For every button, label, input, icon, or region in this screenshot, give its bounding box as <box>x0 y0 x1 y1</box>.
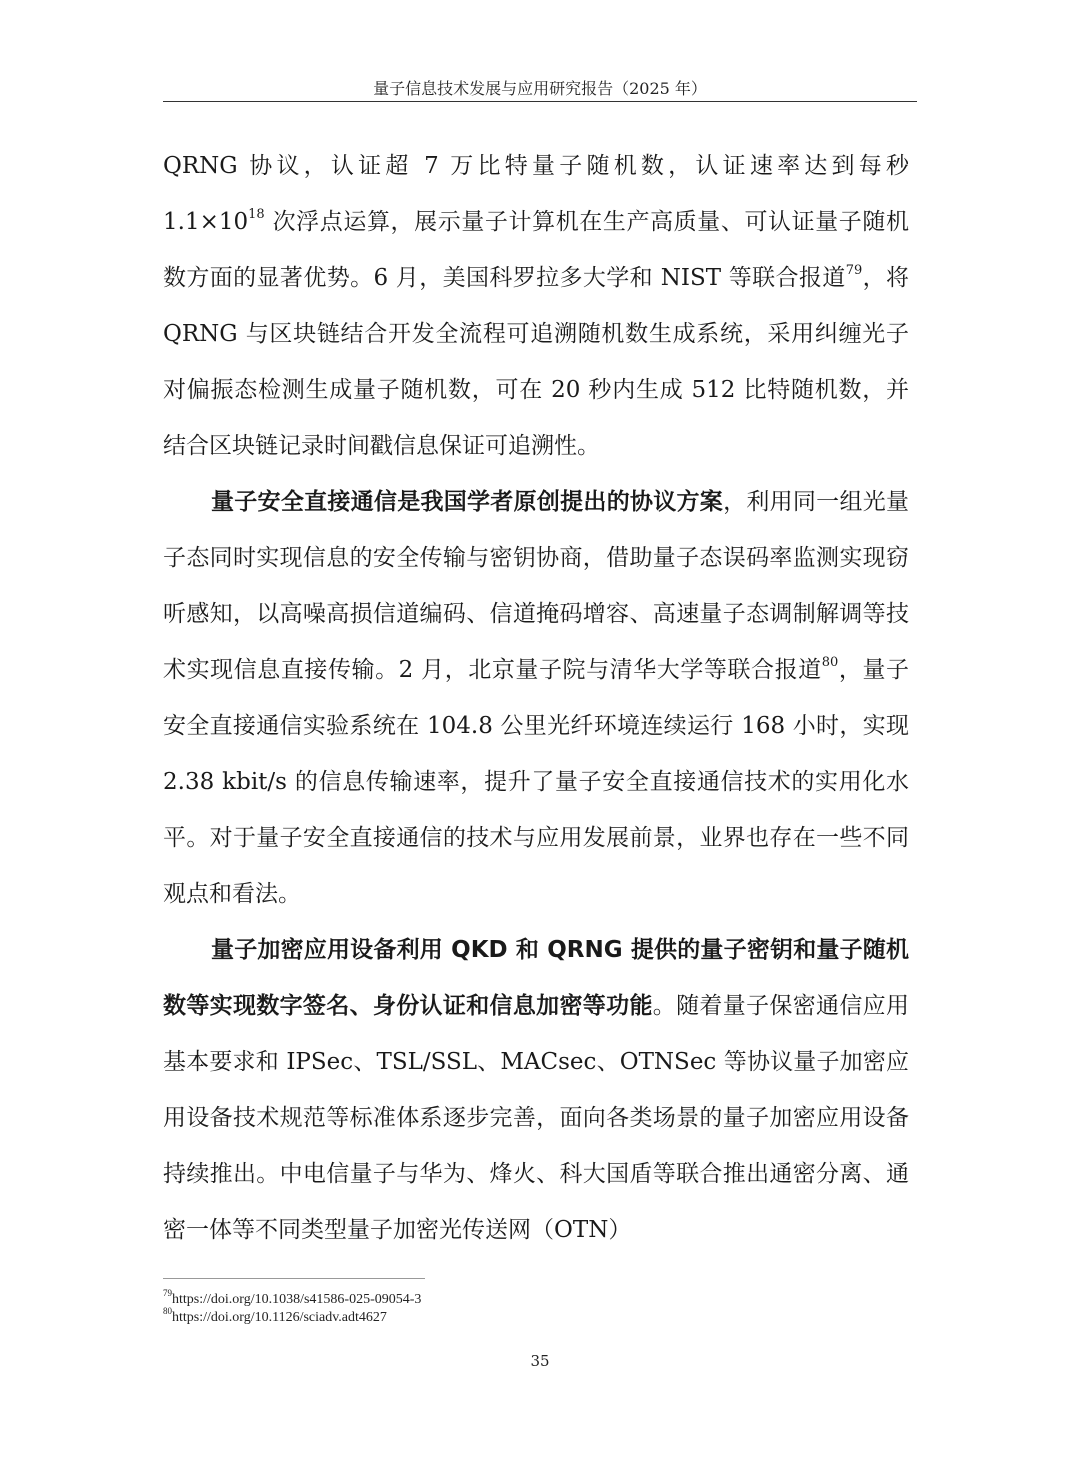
footnote-link[interactable]: https://doi.org/10.1126/sciadv.adt4627 <box>172 1310 387 1325</box>
footnotes <box>163 1288 422 1327</box>
footnote-item <box>163 1288 422 1309</box>
paragraph-text: ，利用同一组光量子态同时实现信息的安全传输与密钥协商，借助量子态误码率监测实现窃听感知，以高噪高损信道编码、信道掩码增容、高速量子态调制解调等技术实现信息直接传输。2 月，北京量子院与清华大学等联合报道 <box>163 489 910 683</box>
paragraph-qsdc <box>163 474 909 922</box>
paragraph-text: ，将 QRNG 与区块链结合开发全流程可追溯随机数生成系统，采用纠缠光子对偏振态检测生成量子随机数，可在 20 秒内生成 512 比特随机数，并结合区块链记录时间戳信息保证可追溯性。 <box>163 265 910 459</box>
running-header: 量子信息技术发展与应用研究报告（2025 年） <box>373 79 707 98</box>
exponent: 18 <box>248 207 265 223</box>
footnote-item <box>163 1306 421 1327</box>
paragraph-lead: 量子安全直接通信是我国学者原创提出的协议方案 <box>211 489 724 515</box>
paragraph-text: QRNG 协议，认证超 7 万比特量子随机数，认证速率达到每秒 1.1×10 <box>163 153 909 235</box>
paragraph-text: ，量子安全直接通信实验系统在 104.8 公里光纤环境连续运行 168 小时，实现 2.38 kbit/s 的信息传输速率，提升了量子安全直接通信技术的实用化水平。对于量子安全直接通信的技术与应用发展前景，业界也存在一些不同观点和看法。 <box>163 657 910 907</box>
paragraph-text: 。随着量子保密通信应用基本要求和 IPSec、TSL/SSL、MACsec、OTNSec 等协议量子加密应用设备技术规范等标准体系逐步完善，面向各类场景的量子加密应用设备持续推出。中电信量子与华为、烽火、科大国盾等联合推出通密分离、通密一体等不同类型量子加密光传送网（OTN） <box>163 993 910 1243</box>
footnote-divider <box>163 1278 425 1279</box>
header-divider <box>163 101 917 102</box>
body-text <box>163 138 909 1258</box>
paragraph-text: 次浮点运算，展示量子计算机在生产高质量、可认证量子随机数方面的显著优势。6 月，美国科罗拉多大学和 NIST 等联合报道 <box>163 209 909 291</box>
footnote-number: 80 <box>163 1306 172 1317</box>
paragraph-quantum-encryption <box>163 922 909 1258</box>
footnote-ref-79[interactable]: 79 <box>845 263 863 279</box>
footnote-link[interactable]: https://doi.org/10.1038/s41586-025-09054-3 <box>172 1292 422 1307</box>
footnote-ref-80[interactable]: 80 <box>821 655 839 671</box>
paragraph-qrng <box>163 138 909 474</box>
footnote-number: 79 <box>163 1288 172 1299</box>
page-number: 35 <box>530 1352 550 1370</box>
paragraph-lead: 量子加密应用设备利用 QKD 和 QRNG 提供的量子密钥和量子随机数等实现数字签名、身份认证和信息加密等功能 <box>163 937 909 1019</box>
